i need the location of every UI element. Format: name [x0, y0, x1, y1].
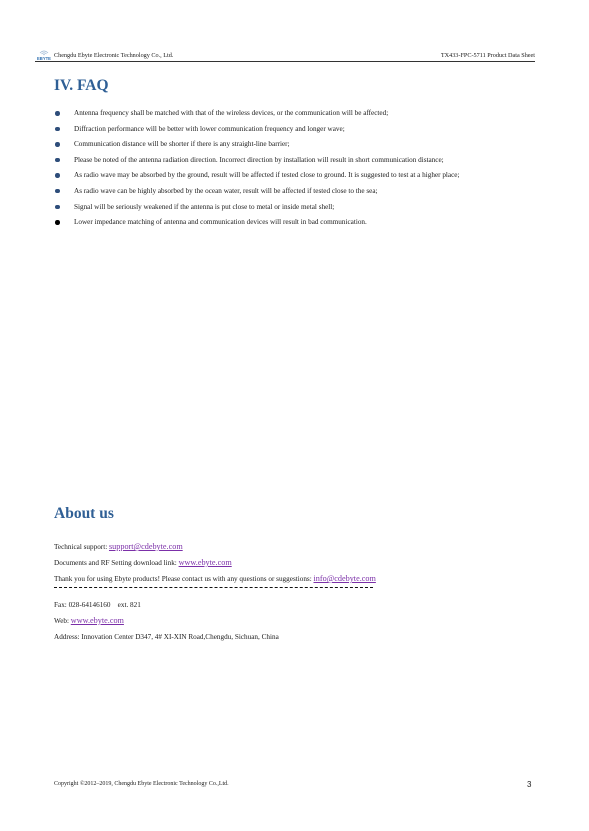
header-document-title: TX433-FPC-5711 Product Data Sheet — [440, 52, 535, 59]
page-header — [35, 48, 535, 62]
faq-list — [54, 108, 534, 233]
about-heading: About us — [54, 505, 114, 522]
faq-item-text: As radio wave can be highly absorbed by the ocean water, result will be affected if tested close to the sea; — [74, 186, 378, 195]
bullet-icon — [55, 205, 60, 210]
faq-item — [54, 217, 534, 228]
faq-item — [54, 108, 534, 119]
faq-item-text: Please be noted of the antenna radiation direction. Incorrect direction by installation will result in short communication distance; — [74, 155, 444, 164]
faq-item-text: Diffraction performance will be better with lower communication frequency and longer wave; — [74, 124, 345, 133]
bullet-icon — [55, 189, 60, 194]
faq-item-text: Antenna frequency shall be matched with that of the wireless devices, or the communication will be affected; — [74, 109, 389, 117]
bullet-icon — [55, 142, 60, 147]
faq-item — [54, 170, 534, 181]
download-link[interactable]: www.ebyte.com — [178, 558, 232, 567]
support-label: Technical support: — [54, 543, 109, 551]
address-line: Address: Innovation Center D347, 4# XI-XIN Road,Chengdu, Sichuan, China — [54, 633, 279, 641]
faq-heading: IV. FAQ — [54, 77, 109, 94]
header-company: Chengdu Ebyte Electronic Technology Co., Ltd. — [54, 52, 174, 59]
web-label: Web: — [54, 617, 71, 625]
bullet-icon — [55, 173, 60, 178]
faq-item-text: Signal will be seriously weakened if the antenna is put close to metal or inside metal shell; — [74, 202, 335, 211]
faq-item — [54, 186, 534, 197]
page-number: 3 — [527, 780, 532, 789]
download-line — [54, 557, 484, 573]
ebyte-logo-icon — [35, 49, 53, 61]
footer-copyright: Copyright ©2012–2019, Chengdu Ebyte Electronic Technology Co.,Ltd. — [54, 781, 229, 787]
bullet-icon — [55, 220, 60, 225]
web-line — [54, 615, 484, 631]
fax-line: Fax: 028-64146160 ext. 821 — [54, 601, 141, 609]
faq-item — [54, 124, 534, 135]
dashed-divider — [54, 587, 373, 588]
info-email-link[interactable]: info@cdebyte.com — [313, 574, 376, 583]
faq-item — [54, 155, 534, 166]
thanks-label: Thank you for using Ebyte products! Please contact us with any questions or suggestions: — [54, 575, 314, 583]
faq-item-text: Lower impedance matching of antenna and communication devices will result in bad communication. — [74, 218, 367, 227]
web-link[interactable]: www.ebyte.com — [70, 616, 124, 625]
support-email-link[interactable]: support@cdebyte.com — [108, 542, 183, 551]
faq-item-text: Communication distance will be shorter if there is any straight-line barrier; — [74, 140, 290, 149]
bullet-icon — [55, 158, 60, 163]
faq-item — [54, 139, 534, 150]
logo-text: EBYTE — [37, 56, 51, 61]
faq-item — [54, 202, 534, 213]
contact-block — [54, 541, 484, 647]
bullet-icon — [55, 127, 60, 132]
bullet-icon — [55, 111, 60, 116]
faq-item-text: As radio wave may be absorbed by the ground, result will be affected if tested close to ground. It is suggested to test at a higher place; — [74, 171, 460, 180]
support-line — [54, 541, 484, 557]
download-label: Documents and RF Setting download link: — [54, 559, 179, 567]
header-divider — [35, 61, 535, 62]
